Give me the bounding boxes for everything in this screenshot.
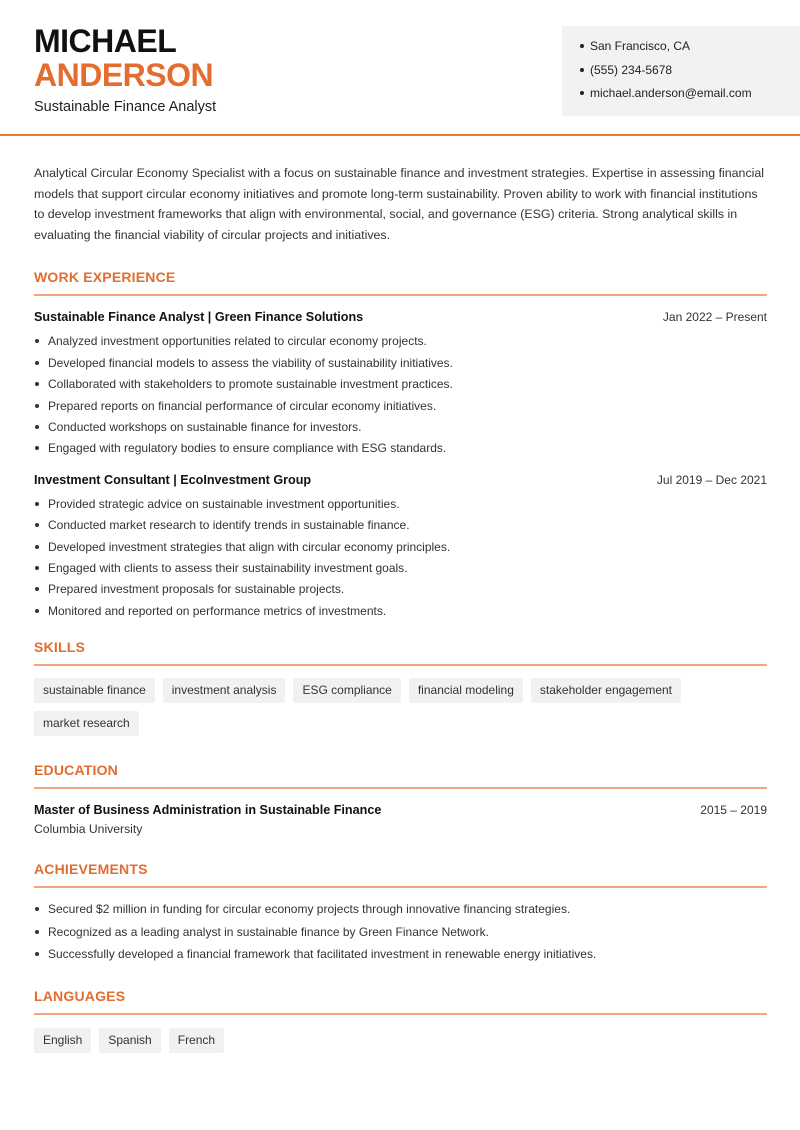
bullet-icon xyxy=(35,523,39,527)
skill-tag: financial modeling xyxy=(409,678,523,703)
language-tag: English xyxy=(34,1028,91,1053)
job-dates: Jul 2019 – Dec 2021 xyxy=(656,472,767,487)
skills-list xyxy=(34,678,767,736)
skill-tag: stakeholder engagement xyxy=(531,678,681,703)
contact-box xyxy=(562,26,800,116)
first-name: MICHAEL xyxy=(34,23,177,59)
bullet-icon xyxy=(35,361,39,365)
list-item: Prepared investment proposals for sustainable projects. xyxy=(34,581,767,602)
skill-tag: investment analysis xyxy=(163,678,286,703)
bullet-icon xyxy=(35,545,39,549)
bullet-icon xyxy=(35,446,39,450)
list-item: Collaborated with stakeholders to promote sustainable investment practices. xyxy=(34,376,767,397)
bullet-icon xyxy=(35,930,39,934)
bullet-icon xyxy=(35,425,39,429)
job-dates: Jan 2022 – Present xyxy=(662,310,767,325)
skill-tag: ESG compliance xyxy=(293,678,400,703)
list-item: Conducted workshops on sustainable finance for investors. xyxy=(34,419,767,440)
summary-paragraph: Analytical Circular Economy Specialist with a focus on sustainable finance and investment strategies. Expertise in assessing financial models that support circular economy initiatives and promote long-term sustainability. Proven ability to work with financial institutions to develop investment frameworks that align with environmental, social, and governance (ESG) criteria. Strong analytical skills in evaluating the financial viability of circular projects and initiatives. xyxy=(34,166,765,242)
contact-email: michael.anderson@email.com xyxy=(580,85,800,109)
bullet-icon xyxy=(35,566,39,570)
bullet-icon xyxy=(580,68,584,72)
list-item: Recognized as a leading analyst in sustainable finance by Green Finance Network. xyxy=(34,924,767,947)
languages-section xyxy=(34,988,767,1053)
languages-list xyxy=(34,1028,767,1053)
list-item: Engaged with regulatory bodies to ensure compliance with ESG standards. xyxy=(34,440,767,461)
list-item: Provided strategic advice on sustainable investment opportunities. xyxy=(34,496,767,517)
list-item: Developed financial models to assess the viability of sustainability initiatives. xyxy=(34,355,767,376)
education-section xyxy=(34,762,767,836)
bullet-icon xyxy=(35,907,39,911)
education-entry xyxy=(34,803,767,836)
candidate-name xyxy=(34,24,213,92)
list-item: Analyzed investment opportunities related to circular economy projects. xyxy=(34,333,767,354)
language-tag: Spanish xyxy=(99,1028,160,1053)
bullet-icon xyxy=(580,44,584,48)
language-tag: French xyxy=(169,1028,224,1053)
bullet-icon xyxy=(35,609,39,613)
resume-body xyxy=(34,163,767,1053)
job-entry xyxy=(34,473,767,624)
contact-location: San Francisco, CA xyxy=(580,38,800,62)
bullet-icon xyxy=(35,952,39,956)
achievements-section xyxy=(34,861,767,969)
section-title-work: WORK EXPERIENCE xyxy=(34,269,767,296)
job-title: Sustainable Finance Analyst | Green Finance Solutions xyxy=(34,310,364,325)
job-entry xyxy=(34,310,767,461)
list-item: Secured $2 million in funding for circular economy projects through innovative financing strategies. xyxy=(34,901,767,924)
bullet-icon xyxy=(580,91,584,95)
list-item: Engaged with clients to assess their sustainability investment goals. xyxy=(34,560,767,581)
skills-section xyxy=(34,639,767,736)
section-title-skills: SKILLS xyxy=(34,639,767,666)
resume-header xyxy=(0,0,800,136)
contact-phone: (555) 234-5678 xyxy=(580,62,800,86)
last-name: ANDERSON xyxy=(34,57,214,93)
list-item: Successfully developed a financial framework that facilitated investment in renewable energy initiatives. xyxy=(34,946,767,969)
bullet-icon xyxy=(35,587,39,591)
list-item: Prepared reports on financial performance of circular economy initiatives. xyxy=(34,398,767,419)
list-item: Developed investment strategies that align with circular economy principles. xyxy=(34,539,767,560)
bullet-icon xyxy=(35,339,39,343)
bullet-icon xyxy=(35,382,39,386)
degree-title: Master of Business Administration in Sustainable Finance xyxy=(34,803,382,818)
job-title-heading: Sustainable Finance Analyst xyxy=(34,99,217,115)
work-experience-section xyxy=(34,269,767,624)
list-item: Conducted market research to identify trends in sustainable finance. xyxy=(34,517,767,538)
section-title-achievements: ACHIEVEMENTS xyxy=(34,861,767,888)
skill-tag: market research xyxy=(34,711,139,736)
job-title: Investment Consultant | EcoInvestment Group xyxy=(34,472,312,487)
list-item: Monitored and reported on performance metrics of investments. xyxy=(34,603,767,624)
education-dates: 2015 – 2019 xyxy=(700,803,767,818)
section-title-languages: LANGUAGES xyxy=(34,988,767,1015)
skill-tag: sustainable finance xyxy=(34,678,155,703)
section-title-education: EDUCATION xyxy=(34,762,767,789)
bullet-icon xyxy=(35,404,39,408)
bullet-icon xyxy=(35,502,39,506)
school-name: Columbia University xyxy=(34,822,143,837)
